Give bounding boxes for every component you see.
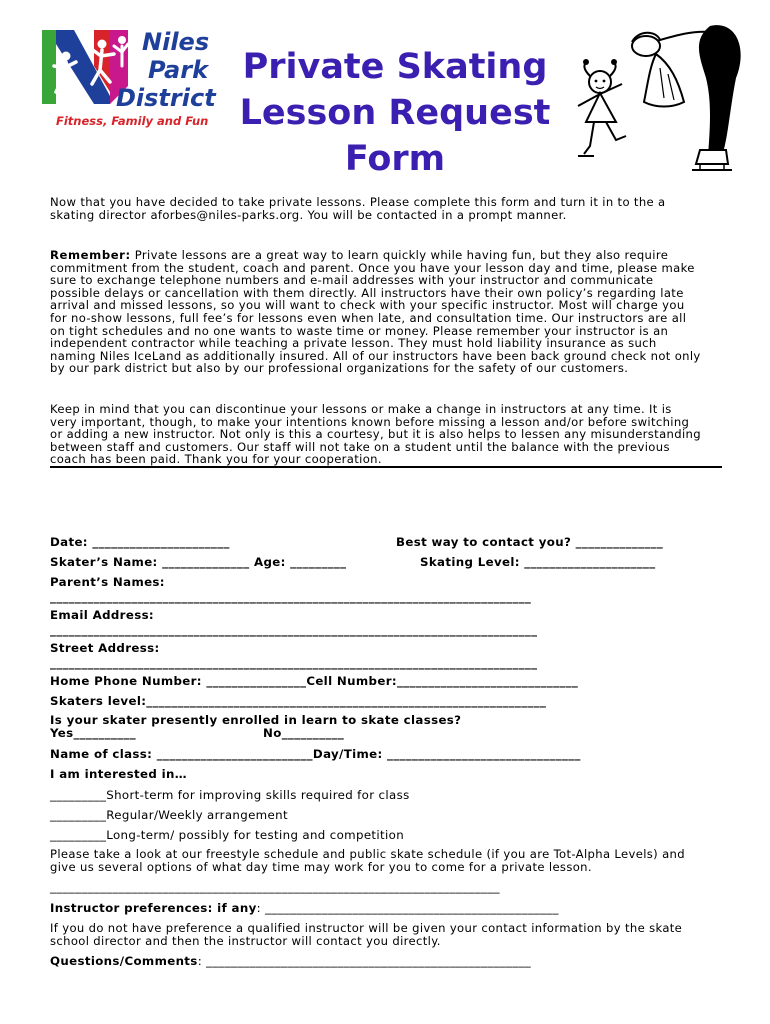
keep-line: between staff and customers. Our staff will not take on a student until the balance with the previous	[50, 439, 670, 454]
remember-line	[50, 249, 722, 262]
logo-word-park: Park	[148, 56, 209, 84]
option-regular[interactable]	[50, 808, 288, 822]
logo-word-niles: Niles	[142, 28, 210, 56]
daytime-blank[interactable]: _______________________________	[387, 747, 581, 761]
yes-blank[interactable]: __________	[73, 726, 137, 740]
instructor-preferences-row	[50, 901, 559, 915]
contact-label: Best way to contact you?	[396, 535, 576, 549]
page-title	[236, 44, 554, 182]
title-line-3: Form	[344, 139, 446, 179]
remember-line: commitment from the student, coach and parent. Once you have your lesson day and time, please make	[50, 260, 695, 275]
questions-blank[interactable]: ____________________________________________________	[206, 954, 532, 968]
skaters-level-row	[50, 694, 546, 708]
questions-colon: :	[197, 954, 207, 968]
yes-option[interactable]	[50, 726, 136, 740]
no-blank[interactable]: __________	[281, 726, 345, 740]
email-label: Email Address:	[50, 608, 155, 622]
intro-line: Now that you have decided to take private lessons. Please complete this form and turn it in to the a	[50, 195, 666, 209]
remember-line: by our park district but also by our professional organizations for the safety of our customers.	[50, 361, 629, 376]
keep-line: or adding a new instructor. Not only is this a courtesy, but it is also helps to lessen any misunderstanding	[50, 427, 701, 442]
instructor-pref-colon: :	[256, 901, 266, 915]
remember-line: naming Niles IceLand as additionally insured. All of our instructors have been back ground check not only	[50, 348, 701, 363]
skater-name-blank[interactable]: ______________	[162, 555, 250, 569]
class-row	[50, 747, 581, 761]
cell-label: Cell Number:	[306, 674, 397, 688]
remember-line: for no-show lessons, full fee’s for lessons even when late, and consultation time. Our instructors are all	[50, 310, 687, 325]
contact-blank[interactable]: ______________	[575, 535, 664, 549]
remember-line: arrival and missed lessons, so you will want to check with your specific instructor. Most will charge you	[50, 298, 685, 313]
logo-tagline: Fitness, Family and Fun	[56, 114, 209, 128]
skating-level-blank[interactable]: _____________________	[524, 555, 656, 569]
option-blank[interactable]: _________	[50, 828, 107, 842]
remember-line: sure to exchange telephone numbers and e-mail addresses with your instructor and communicate	[50, 273, 654, 288]
schedule-blank[interactable]: ________________________________________________________________________	[50, 880, 500, 894]
schedule-line: give us several options of what day time may work for you to come for a private lesson.	[50, 859, 592, 874]
skating-level-label: Skating Level:	[420, 555, 525, 569]
date-field[interactable]	[50, 535, 230, 549]
keep-line: very important, though, to make your intentions known before missing a lesson and/or before switching	[50, 414, 690, 429]
instructor-pref-label: Instructor preferences: if any	[50, 901, 257, 915]
date-blank[interactable]: ______________________	[92, 535, 230, 549]
email-blank[interactable]: ______________________________________________________________________________	[50, 623, 538, 637]
phone-row	[50, 674, 578, 688]
age-label: Age:	[249, 555, 291, 569]
keep-line: coach has been paid. Thank you for your cooperation.	[50, 452, 382, 467]
interested-label: I am interested in…	[50, 767, 187, 781]
skaters-illustration	[560, 18, 750, 178]
class-blank[interactable]: _________________________	[156, 747, 313, 761]
class-label: Name of class:	[50, 747, 157, 761]
instructor-pref-blank[interactable]: _______________________________________________	[265, 901, 559, 915]
street-label: Street Address:	[50, 641, 160, 655]
option-blank[interactable]: _________	[50, 788, 107, 802]
option-blank[interactable]: _________	[50, 808, 107, 822]
remember-line: possible delays or cancellation with them directly. All instructors have their own policy’s regarding late	[50, 285, 684, 300]
remember-text: Private lessons are a great way to learn quickly while having fun, but they also require	[130, 248, 669, 262]
schedule-line: Please take a look at our freestyle schedule and public skate schedule (if you are Tot-Alpha Levels) and	[50, 847, 685, 861]
questions-row	[50, 954, 531, 968]
home-phone-blank[interactable]: ________________	[206, 674, 307, 688]
yes-label: Yes	[50, 726, 74, 740]
remember-line: on tight schedules and no one wants to waste time or money. Please remember your instructor is an	[50, 323, 669, 338]
skater-name-row	[50, 555, 346, 569]
remember-line: independent contractor while teaching a private lesson. They must hold liability insurance as such	[50, 336, 657, 351]
title-line-2: Lesson Request	[239, 93, 551, 133]
no-pref-line: If you do not have preference a qualified instructor will be given your contact information by the skate	[50, 921, 683, 935]
parents-names-blank[interactable]: _____________________________________________________________________________	[50, 590, 532, 604]
intro-paragraph	[50, 196, 722, 221]
no-option[interactable]	[263, 726, 344, 740]
logo-word-district: District	[116, 84, 216, 112]
section-divider	[50, 466, 722, 468]
option-long-term-label: Long-term/ possibly for testing and competition	[106, 828, 405, 842]
skater-name-label: Skater’s Name:	[50, 555, 163, 569]
cell-blank[interactable]: _____________________________	[396, 674, 579, 688]
keep-line: Keep in mind that you can discontinue your lessons or make a change in instructors at any time. It is	[50, 402, 672, 416]
street-blank[interactable]: ______________________________________________________________________________	[50, 656, 538, 670]
parents-names-label: Parent’s Names:	[50, 575, 165, 589]
schedule-paragraph	[50, 848, 722, 873]
skaters-level-label: Skaters level:	[50, 694, 147, 708]
option-short-term-label: Short-term for improving skills required for class	[106, 788, 410, 802]
remember-paragraph	[50, 249, 722, 375]
no-preference-paragraph	[50, 922, 722, 947]
no-label: No	[263, 726, 282, 740]
skaters-level-blank[interactable]: ________________________________________________________________	[146, 694, 547, 708]
title-line-1: Private Skating	[242, 47, 548, 87]
home-phone-label: Home Phone Number:	[50, 674, 207, 688]
contact-method-field[interactable]	[396, 535, 663, 549]
intro-line: skating director aforbes@niles-parks.org. You will be contacted in a prompt manner.	[50, 207, 567, 222]
questions-label: Questions/Comments	[50, 954, 198, 968]
option-regular-label: Regular/Weekly arrangement	[106, 808, 288, 822]
enrolled-question: Is your skater presently enrolled in learn to skate classes?	[50, 713, 462, 727]
date-label: Date:	[50, 535, 93, 549]
keep-in-mind-paragraph	[50, 403, 722, 466]
skaters-drawing	[560, 18, 750, 178]
niles-park-district-logo	[22, 26, 234, 138]
skating-level-field[interactable]	[420, 555, 655, 569]
option-long-term[interactable]	[50, 828, 404, 842]
no-pref-line: school director and then the instructor will contact you directly.	[50, 933, 441, 948]
remember-label: Remember:	[50, 248, 131, 262]
option-short-term[interactable]	[50, 788, 410, 802]
age-blank[interactable]: _________	[290, 555, 347, 569]
daytime-label: Day/Time:	[312, 747, 388, 761]
